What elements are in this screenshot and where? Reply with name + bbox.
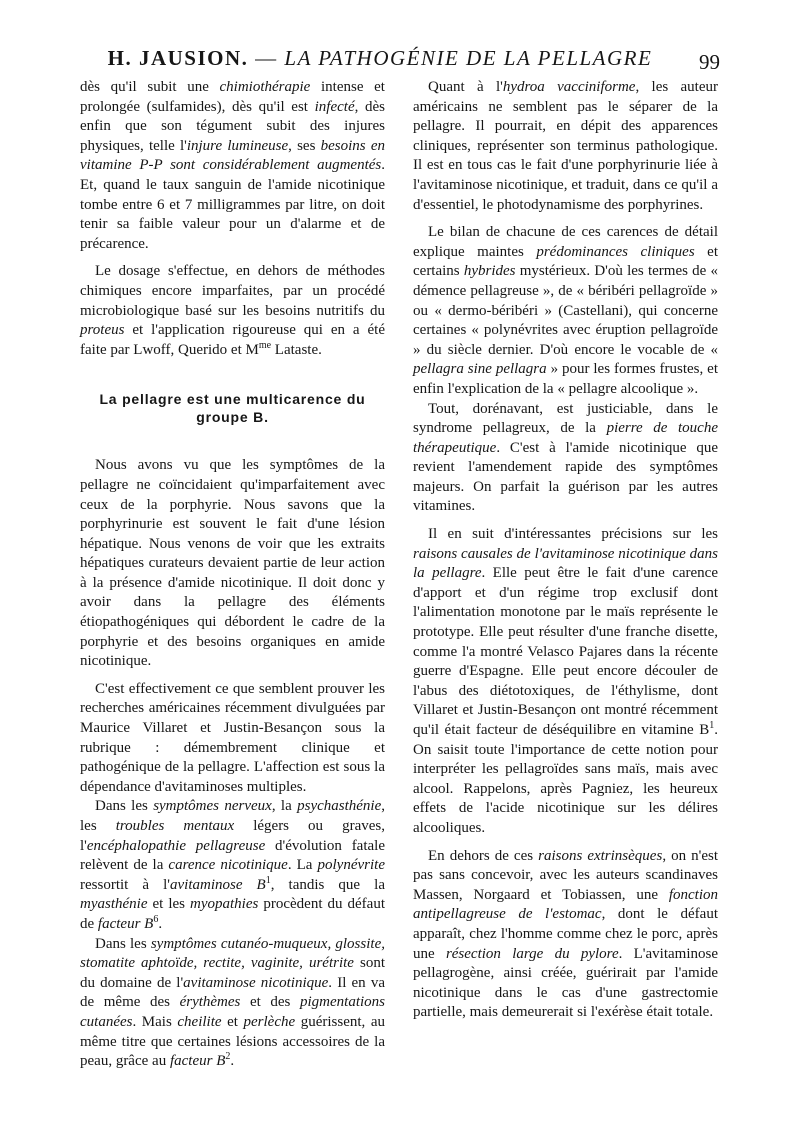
paragraph: En dehors de ces raisons extrinsèques, on n'est pas sans concevoir, avec les auteurs scandinaves Massen, Norgaard et Tobiassen, une fonction antipellagreuse de l'estomac, dont le défaut apparaît, chez l'homme comme chez le porc, après une résection large du pylore. L'avitaminose pellagrogène, ainsi créée, guérirait par l'amide nicotinique dans le cas d'une gastrectomie partielle, mais demeurerait si l'exérèse était totale. [413, 847, 718, 1021]
section-heading: La pellagre est une multicarence du groupe B. [99, 391, 366, 426]
paragraph: C'est effectivement ce que semblent prouver les recherches américaines récemment divulguées par Maurice Villaret et Justin-Besançon sous la rubrique : démembrement clinique et pathogénique de la pellagre. L'affection est sous la dépendance d'avitaminoses multiples. [80, 680, 385, 795]
paragraph: Quant à l'hydroa vacciniforme, les auteur américains ne semblent pas le séparer de la pellagre. Il pourrait, en dépit des apparences cliniques, représenter son terminus pathologique. Il est en tous cas le fait d'une porphyrinurie liée à l'avitaminose nicotinique, et traduit, dans ce qu'il a d'essentiel, le photodynamisme des porphyrines. [413, 79, 718, 213]
paragraph: Dans les symptômes cutanéo-muqueux, glossite, stomatite aphtoïde, rectite, vaginite, urétrite sont du domaine de l'avitaminose nicotinique. Il en va de même des érythèmes et des pigmentations cutanées. Mais cheilite et perlèche guérissent, au même titre que certaines lésions accessoires de la peau, grâce au facteur $B^2$. [80, 935, 386, 1070]
right-column [413, 78, 718, 1023]
running-header [80, 46, 720, 76]
paragraph: dès qu'il subit une chimiothérapie intense et prolongée (sulfamides), dès qu'il est infecté, dès enfin que son tégument subit des injures physiques, telle l'injure lumineuse, ses besoins en vitamine P-P sont considérablement augmentés. Et, quand le taux sanguin de l'amide nicotinique tombe entre 6 et 7 milligrammes par litre, on doit tenir sa faible valeur pour un d'alarme et de précarence. [80, 79, 385, 252]
paragraph: Tout, dorénavant, est justiciable, dans le syndrome pellagreux, de la pierre de touche thérapeutique. C'est à l'amide nicotinique que revient l'amendement rapide des symptômes majeurs. On parfait la guérison par les autres vitamines. [413, 400, 718, 515]
paragraph: Dans les symptômes nerveux, la psychasthénie, les troubles mentaux légers ou graves, l'encéphalopathie pellagreuse d'évolution fatale relèvent de la carence nicotinique. La polynévrite ressortit à l'avitaminose $B^1$, tandis que la myasthénie et les myopathies procèdent du défaut de facteur $B^6$. [80, 798, 385, 932]
paragraph: Le bilan de chacune de ces carences de détail explique maintes prédominances cliniques et certains hybrides mystérieux. D'où les termes de « démence pellagreuse », de « béribéri pellagroïde » ou « dermo-béribéri » (Castellani), qui concerne certaines « polynévrites avec éruption pellagroïde » du siècle dernier. D'où encore le vocable de « pellagra sine pellagra » pour les formes frustes, et enfin l'explication de la « pellagre alcoolique ». [413, 224, 719, 397]
header-dash: — [248, 46, 285, 70]
left-column [80, 78, 385, 1072]
paragraph: Nous avons vu que les symptômes de la pellagre ne coïncidaient qu'imparfaitement avec ceux de la porphyrie. Nous savons que la porphyrinurie est souvent le fait d'une lésion hépatique. Nous venons de voir que les extraits hépatiques curateurs devaient partie de leur action à la présence d'amide nicotinique. Il doit donc y avoir dans la pellagre des éléments étiopathogéniques qui débordent le cadre de la porphyrie et des besoins organiques en amide nicotinique. [80, 457, 385, 670]
paragraph: Le dosage s'effectue, en dehors de méthodes chimiques encore imparfaites, par un procédé microbiologique basé sur les besoins nutritifs du proteus et l'application rigoureuse qui en a été faite par Lwoff, Querido et $M^{me}$ Lataste. [80, 263, 385, 358]
header-author: H. JAUSION. [107, 46, 249, 70]
paragraph: Il en suit d'intéressantes précisions sur les raisons causales de l'avitaminose nicotinique dans la pellagre. Elle peut être le fait d'une carence d'apport et d'un régime trop exclusif dont l'alimentation monotone par le maïs représente le prototype. Elle peut résulter d'une franche disette, comme l'a montré Velasco Pajares dans la récente guerre d'Espagne. Elle peut encore découler de l'abus des diétotoxiques, de l'éthylisme, dont Villaret et Justin-Besançon ont montré récemment qu'il était facteur de déséquilibre en vitamine $B^1$. On saisit toute l'importance de cette notion pour interpréter les pellagroïdes sans maïs, mais avec alcool. Rappelons, après Pagniez, les heureux effets de l'acide nicotinique sur les délires alcooliques. [413, 526, 718, 836]
header-article-title: LA PATHOGÉNIE DE LA PELLAGRE [284, 46, 653, 70]
running-title [80, 46, 680, 71]
page-number: 99 [699, 50, 720, 74]
